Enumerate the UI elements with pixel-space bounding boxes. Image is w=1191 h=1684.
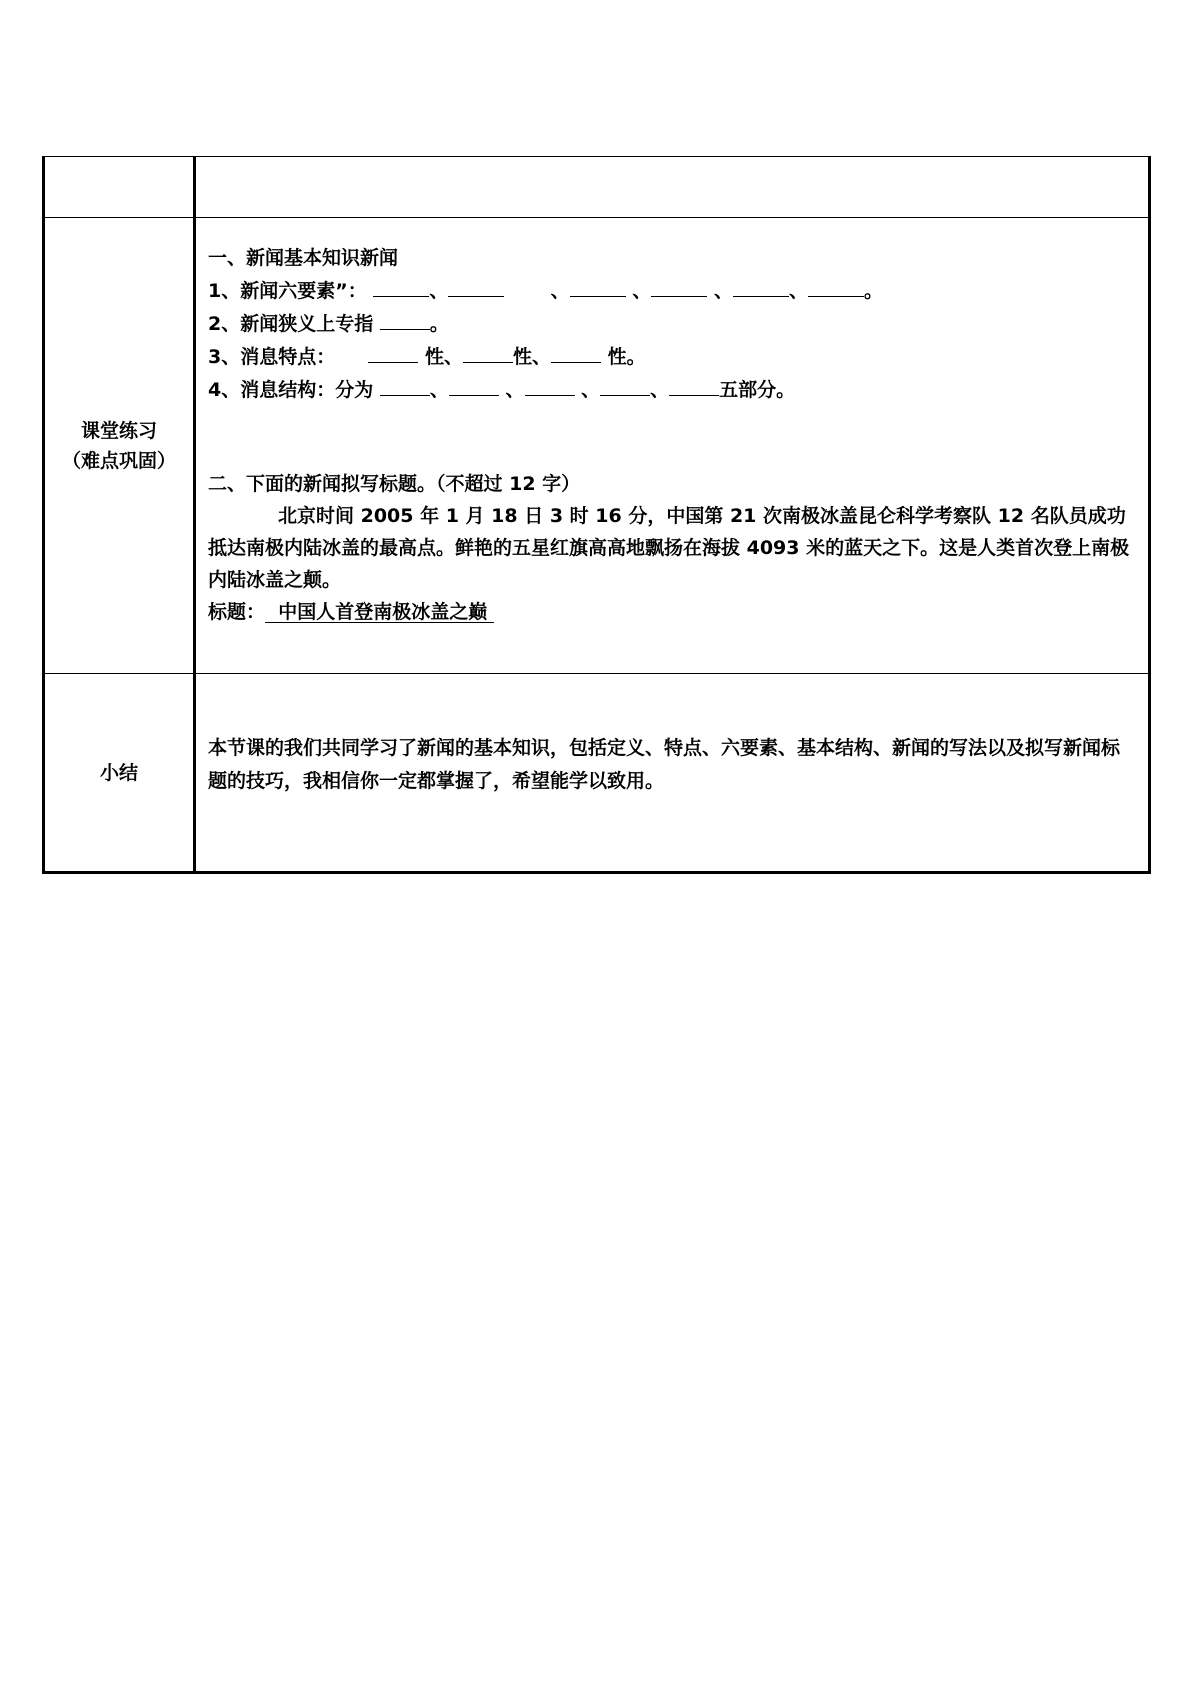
q1-sep-5: 、 — [788, 280, 808, 302]
table-row-summary — [44, 674, 1150, 873]
q1-end: 。 — [863, 280, 883, 302]
practice-content — [196, 218, 1148, 628]
news-passage: 北京时间 2005 年 1 月 18 日 3 时 16 分，中国第 21 次南极冰盖昆仑科学考察队 12 名队员成功抵达南极内陆冰盖的最高点。鲜艳的五星红旗高高地飘扬在海拔 4093 米的蓝天之下。这是人类首次登上南极内陆冰盖之颠。 — [208, 505, 1130, 591]
table-row-top — [44, 157, 1150, 218]
q4-sep-4: 、 — [650, 379, 670, 401]
question-2 — [208, 307, 1136, 340]
q4-blank-3[interactable] — [525, 373, 575, 396]
q1-sep-1: 、 — [429, 280, 449, 302]
practice-label-line1: 课堂练习 — [80, 419, 157, 442]
title-answer[interactable]: 中国人首登南极冰盖之巅 — [265, 601, 494, 623]
q4-prefix: 4、消息结构：分为 — [208, 379, 374, 401]
lesson-table — [42, 156, 1151, 874]
summary-text: 本节课的我们共同学习了新闻的基本知识，包括定义、特点、六要素、基本结构、新闻的写法以及拟写新闻标题的技巧，我相信你一定都掌握了，希望能学以致用。 — [208, 737, 1121, 792]
summary-label-cell — [44, 674, 195, 873]
q4-blank-1[interactable] — [380, 373, 430, 396]
q1-blank-6[interactable] — [808, 274, 864, 297]
section2-heading: 二、下面的新闻拟写标题。（不超过 12 字） — [208, 473, 581, 495]
question-3 — [208, 340, 1136, 373]
practice-content-cell — [195, 218, 1150, 674]
top-left-cell — [44, 157, 195, 218]
summary-label: 小结 — [99, 761, 138, 784]
q3-x2: 性、 — [512, 346, 551, 368]
q1-sep-3: 、 — [632, 280, 652, 302]
q4-end: 五部分。 — [719, 379, 796, 401]
q2-end: 。 — [429, 313, 449, 335]
practice-label-cell — [44, 218, 195, 674]
question-1 — [208, 274, 1136, 307]
q1-blank-2[interactable] — [448, 274, 504, 297]
q3-blank-1[interactable] — [368, 340, 418, 363]
question-4 — [208, 373, 1136, 406]
q3-prefix: 3、消息特点： — [208, 346, 336, 368]
q3-blank-3[interactable] — [551, 340, 601, 363]
practice-label-line2: （难点巩固） — [61, 449, 176, 472]
q1-blank-4[interactable] — [651, 274, 707, 297]
q1-sep-2: 、 — [550, 280, 570, 302]
q1-blank-1[interactable] — [373, 274, 429, 297]
top-right-cell — [195, 157, 1150, 218]
q3-x1: 性、 — [424, 346, 463, 368]
q4-sep-1: 、 — [429, 379, 449, 401]
q4-blank-2[interactable] — [449, 373, 499, 396]
q1-blank-3[interactable] — [570, 274, 626, 297]
q1-prefix: 1、新闻六要素”： — [208, 280, 367, 302]
title-label: 标题： — [208, 601, 266, 623]
q4-sep-2: 、 — [505, 379, 525, 401]
q3-blank-2[interactable] — [463, 340, 513, 363]
section1-heading: 一、新闻基本知识新闻 — [208, 247, 399, 269]
section-gap — [208, 406, 1136, 468]
q4-blank-5[interactable] — [669, 373, 719, 396]
q4-blank-4[interactable] — [600, 373, 650, 396]
q4-sep-3: 、 — [581, 379, 601, 401]
q2-prefix: 2、新闻狭义上专指 — [208, 313, 374, 335]
summary-content-cell — [195, 674, 1150, 873]
q2-blank[interactable] — [380, 307, 430, 330]
title-line — [208, 596, 1136, 628]
q3-x3: 性。 — [607, 346, 646, 368]
table-row-practice — [44, 218, 1150, 674]
q1-blank-5[interactable] — [733, 274, 789, 297]
q1-sep-4: 、 — [713, 280, 733, 302]
